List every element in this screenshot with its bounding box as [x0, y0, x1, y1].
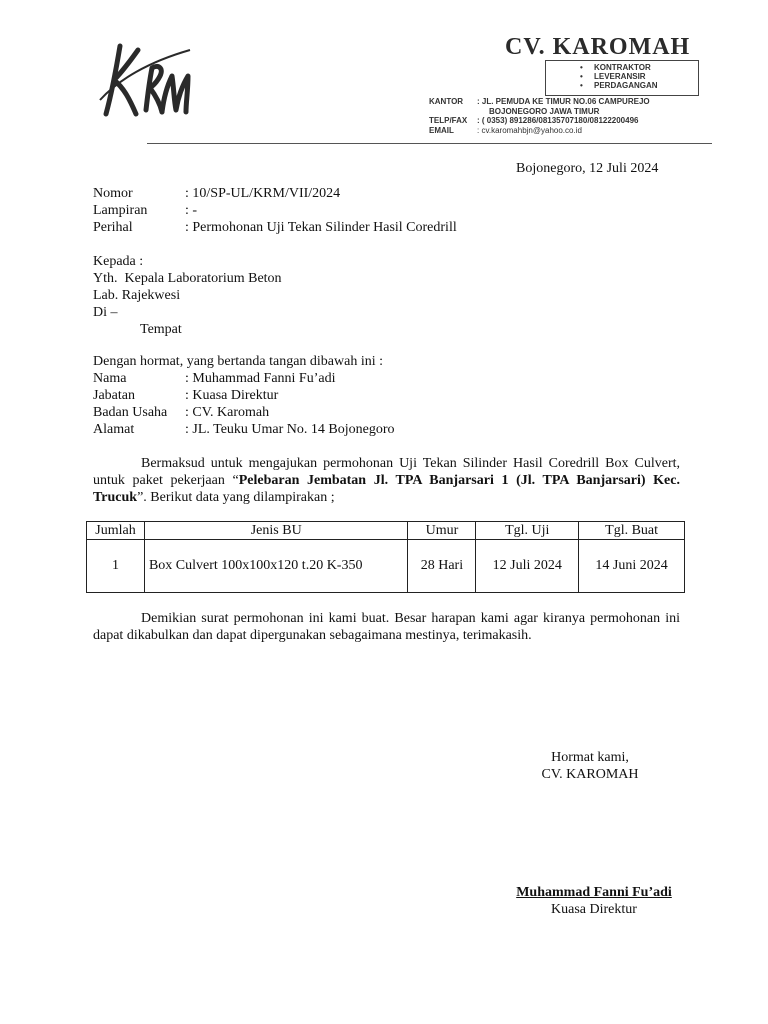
identity-key: Badan Usaha: [93, 405, 168, 420]
business-lines-box: [545, 60, 699, 96]
signature-block: [494, 884, 694, 918]
recipient-kepada: Kepada :: [93, 254, 144, 269]
business-line: • KONTRAKTOR: [546, 63, 698, 72]
closing-block: [525, 749, 655, 783]
meta-key: Nomor: [93, 186, 133, 201]
signer-name: Muhammad Fanni Fu’adi: [516, 885, 672, 900]
identity-value: : Kuasa Direktur: [185, 388, 279, 403]
cell-tgl-uji: 12 Juli 2024: [476, 540, 579, 593]
identity-row-nama: [93, 370, 395, 387]
greeting: Dengan hormat, yang bertanda tangan dibawah ini :: [93, 354, 384, 369]
request-paragraph: [93, 455, 680, 506]
project-name: Pelebaran Jembatan Jl. TPA Banjarsari 1 (Jl. TPA Banjarsari) Kec. Trucuk: [93, 473, 680, 505]
business-line: • LEVERANSIR: [546, 72, 698, 81]
kantor-sub: BOJONEGORO JAWA TIMUR: [489, 107, 600, 116]
identity-value: : JL. Teuku Umar No. 14 Bojonegoro: [185, 422, 395, 437]
meta-row-perihal: [93, 219, 457, 236]
contact-block: [429, 97, 650, 136]
letter-meta: [93, 185, 457, 236]
kantor-value: : JL. PEMUDA KE TIMUR NO.06 CAMPUREJO: [477, 97, 650, 106]
meta-row-nomor: [93, 185, 457, 202]
cell-tgl-buat: 14 Juni 2024: [579, 540, 685, 593]
table-header-row: [87, 522, 685, 540]
identity-row-alamat: [93, 421, 395, 438]
recipient-yth: Yth. Kepala Laboratorium Beton: [93, 271, 282, 286]
date-line: Bojonegoro, 12 Juli 2024: [516, 161, 659, 176]
recipient-block: [93, 253, 282, 338]
signer-title: Kuasa Direktur: [551, 902, 637, 917]
identity-value: : CV. Karomah: [185, 405, 270, 420]
business-line: • PERDAGANGAN: [546, 81, 698, 90]
recipient-tempat: Tempat: [140, 322, 182, 337]
sample-table: [86, 521, 685, 593]
identity-key: Nama: [93, 371, 127, 386]
cell-jenis-bu: Box Culvert 100x100x120 t.20 K-350: [144, 540, 407, 593]
telp-label: TELP/FAX: [429, 116, 468, 125]
identity-key: Alamat: [93, 422, 135, 437]
email-label: EMAIL: [429, 126, 454, 135]
meta-value: : Permohonan Uji Tekan Silinder Hasil Coredrill: [185, 220, 457, 235]
company-logo: [98, 40, 193, 120]
closing-company: CV. KAROMAH: [541, 767, 639, 782]
cell-jumlah: 1: [87, 540, 145, 593]
identity-row-jabatan: [93, 387, 395, 404]
identity-value: : Muhammad Fanni Fu’adi: [185, 371, 336, 386]
cell-umur: 28 Hari: [408, 540, 476, 593]
header-jumlah: Jumlah: [87, 522, 145, 540]
meta-key: Lampiran: [93, 203, 148, 218]
identity-row-badan-usaha: [93, 404, 395, 421]
recipient-lab: Lab. Rajekwesi: [93, 288, 181, 303]
identity-key: Jabatan: [93, 388, 135, 403]
email-value: : cv.karomahbjn@yahoo.co.id: [477, 126, 582, 135]
meta-value: : 10/SP-UL/KRM/VII/2024: [185, 186, 341, 201]
meta-row-lampiran: [93, 202, 457, 219]
letterhead-divider: [147, 143, 712, 144]
request-text-after: ”. Berikut data yang dilampirakan ;: [137, 490, 335, 505]
header-jenis-bu: Jenis BU: [144, 522, 407, 540]
header-tgl-buat: Tgl. Buat: [579, 522, 685, 540]
table-row: [87, 540, 685, 593]
request-text-before: Bermaksud untuk mengajukan permohonan Uji Tekan Silinder Hasil Coredrill Box Culvert, untuk paket pekerjaan “: [93, 456, 680, 488]
closing-hormat: Hormat kami,: [551, 750, 629, 765]
company-name: CV. KAROMAH: [505, 34, 691, 60]
meta-value: : -: [185, 203, 198, 218]
kantor-label: KANTOR: [429, 97, 464, 106]
header-tgl-uji: Tgl. Uji: [476, 522, 579, 540]
meta-key: Perihal: [93, 220, 133, 235]
recipient-di: Di –: [93, 305, 118, 320]
closing-paragraph: Demikian surat permohonan ini kami buat. Besar harapan kami agar kiranya permohonan ini dapat dikabulkan dan dapat dipergunakan sebagaimana mestinya, terimakasih.: [93, 611, 680, 643]
telp-value: : ( 0353) 891286/08135707180/08122200496: [477, 116, 639, 125]
identity-block: [93, 370, 395, 438]
header-umur: Umur: [408, 522, 476, 540]
